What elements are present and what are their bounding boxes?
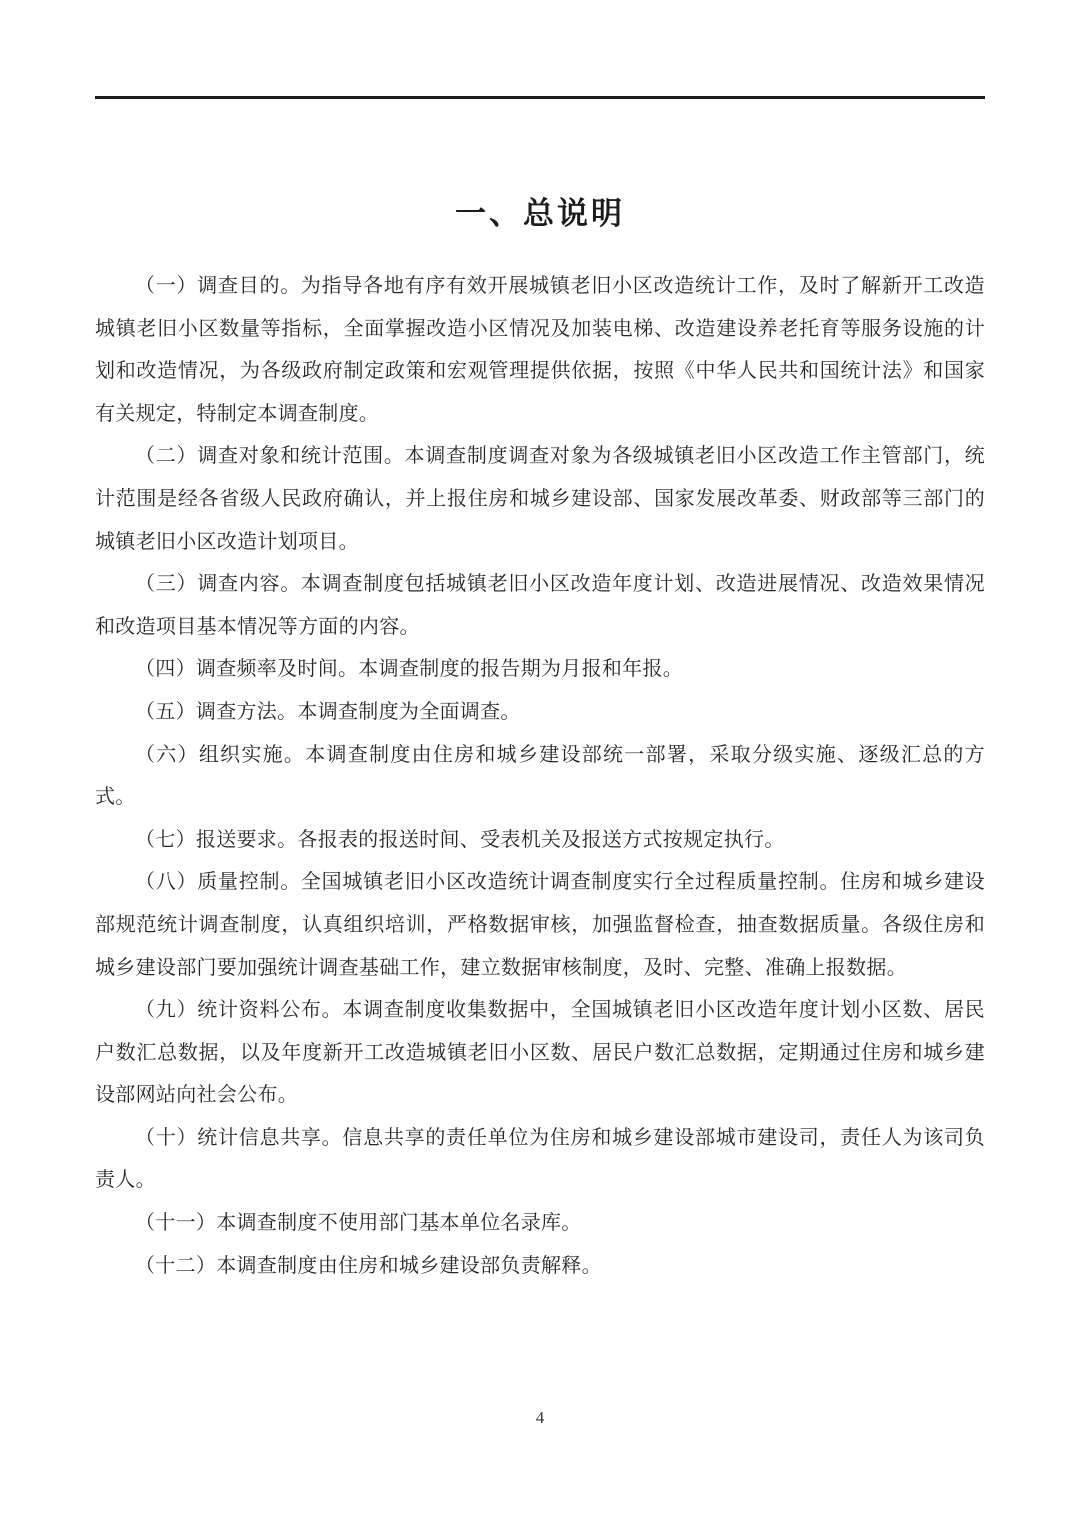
paragraph-7: （七）报送要求。各报表的报送时间、受表机关及报送方式按规定执行。: [135, 828, 785, 851]
paragraph-3: （三）调查内容。本调查制度包括城镇老旧小区改造年度计划、改造进展情况、改造效果情况和改造项目基本情况等方面的内容。: [95, 573, 985, 638]
paragraph-5: （五）调查方法。本调查制度为全面调查。: [135, 700, 521, 723]
document-content: [95, 0, 985, 1287]
page-number: 4: [535, 1408, 545, 1427]
paragraph-9: （九）统计资料公布。本调查制度收集数据中，全国城镇老旧小区改造年度计划小区数、居民户数汇总数据，以及年度新开工改造城镇老旧小区数、居民户数汇总数据，定期通过住房和城乡建设部网站向社会公布。: [95, 999, 985, 1107]
paragraph-6: （六）组织实施。本调查制度由住房和城乡建设部统一部署，采取分级实施、逐级汇总的方式。: [95, 743, 985, 809]
paragraph-12: （十二）本调查制度由住房和城乡建设部负责解释。: [135, 1254, 602, 1277]
paragraph-2: （二）调查对象和统计范围。本调查制度调查对象为各级城镇老旧小区改造工作主管部门，统计范围是经各省级人民政府确认，并上报住房和城乡建设部、国家发展改革委、财政部等三部门的城镇老旧小区改造计划项目。: [95, 445, 985, 553]
paragraph-8: （八）质量控制。全国城镇老旧小区改造统计调查制度实行全过程质量控制。住房和城乡建设部规范统计调查制度，认真组织培训，严格数据审核，加强监督检查，抽查数据质量。各级住房和城乡建设部门要加强统计调查基础工作，建立数据审核制度，及时、完整、准确上报数据。: [95, 871, 985, 979]
paragraph-4: （四）调查频率及时间。本调查制度的报告期为月报和年报。: [135, 658, 684, 681]
header-rule: [95, 96, 985, 99]
paragraph-1: （一）调查目的。为指导各地有序有效开展城镇老旧小区改造统计工作，及时了解新开工改造城镇老旧小区数量等指标，全面掌握改造小区情况及加装电梯、改造建设养老托育等服务设施的计划和改造情况，为各级政府制定政策和宏观管理提供依据，按照《中华人民共和国统计法》和国家有关规定，特制定本调查制度。: [95, 275, 985, 425]
document-body: [95, 265, 985, 1287]
page-title: 一、总说明: [455, 196, 625, 231]
paragraph-11: （十一）本调查制度不使用部门基本单位名录库。: [135, 1212, 582, 1235]
paragraph-10: （十）统计信息共享。信息共享的责任单位为住房和城乡建设部城市建设司，责任人为该司负责人。: [95, 1126, 985, 1192]
